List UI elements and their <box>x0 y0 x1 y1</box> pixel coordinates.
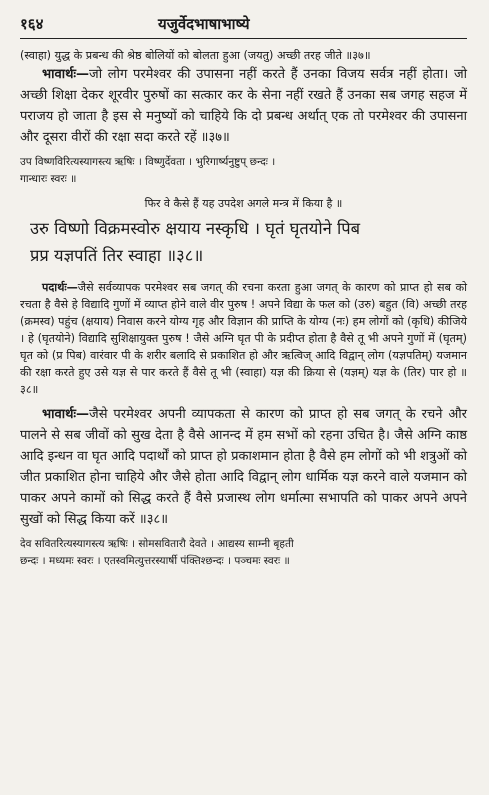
bhavartha-text-2: जैसे परमेश्वर अपनी व्यापकता से कारण को प्राप्त हो सब जगत् के रचने और पालने से सब जीवों को सुख देता है वैसे आनन्द में हम सभों को रहना उचित है। जैसे अग्नि काष्ठ आदि इन्धन वा घृत आदि पदार्थों को प्राप्त हो प्रकाशमान होता है वैसे हम लोगों को भी शत्रुओं को जीत प्रकाशित होना चाहिये और जैसे होता आदि विद्वान् लोग धार्मिक यज्ञ करने वाले यजमान को पाकर अपने कामों को सिद्ध करते हैं वैसे प्रजास्थ लोग धर्मात्मा सभापति को पाकर अपने अपने सुखों को सिद्ध किया करें ॥३८॥ <box>20 407 467 527</box>
bhavartha-text: जो लोग परमेश्वर की उपासना नहीं करते हैं उनका विजय सर्वत्र नहीं होता। जो अच्छी शिक्षा देकर शूरवीर पुरुषों का सत्कार कर के सेना नहीं रखते हैं उनका सब जगह सहज में पराजय हो जाता है इस से मनुष्यों को चाहिये कि दो प्रबन्ध अर्थात् एक तो परमेश्वर की उपासना और दूसरा वीरों की रक्षा सदा करते रहें ॥३७॥ <box>20 67 467 145</box>
mantra-line-2: प्रप्र यज्ञपतिं तिर स्वाहा ॥३८॥ <box>30 246 204 265</box>
rishi-devata-line <box>20 154 467 188</box>
meta-line-1: उप विष्णविरित्यस्यागस्त्य ऋषिः । विष्णुर्देवता । भुरिगार्ष्यनुष्टुप् छन्दः । <box>20 156 276 168</box>
bhavartha-37 <box>20 64 467 148</box>
bhavartha-label: भावार्थः— <box>42 67 90 82</box>
meta-line-2: गान्धारः स्वरः ॥ <box>20 173 77 185</box>
mantra-intro: फिर वे कैसे हैं यह उपदेश अगले मन्त्र में किया है ॥ <box>144 197 343 210</box>
continuation-text: (स्वाहा) युद्ध के प्रबन्ध की श्रेष्ठ बोलियों को बोलता हुआ (जयतु) अच्छी तरह जीते ॥३७॥ <box>20 49 371 62</box>
bhavartha-label-2: भावार्थः— <box>42 407 90 422</box>
meta2-line-2: छन्दः । मध्यमः स्वरः । एतस्वमित्युत्तरस्यार्षी पंक्तिश्छन्दः । पञ्चमः स्वरः ॥ <box>20 555 290 567</box>
padartha-label: पदार्थः— <box>42 281 78 294</box>
running-title: यजुर्वेदभाषाभाष्ये <box>158 15 250 33</box>
page-number: १६४ <box>20 15 44 33</box>
page-header <box>20 0 467 34</box>
rishi-devata-line-2 <box>20 536 467 570</box>
header-rule <box>20 38 467 39</box>
mantra-line-1: उरु विष्णो विक्रमस्वोरु क्षयाय नस्कृधि । घृतं घृतयोने पिब <box>30 219 361 238</box>
mantra-38 <box>20 215 467 269</box>
meta2-line-1: देव सवितरित्यस्यागस्त्य ऋषिः । सोमसवितारौ देवते । आद्यस्य साम्नी बृहती <box>20 538 294 550</box>
bhavartha-38 <box>20 404 467 530</box>
padartha-text: जैसे सर्वव्यापक परमेश्वर सब जगत् की रचना करता हुआ जगत् के कारण को प्राप्त हो सब को रचता है वैसे हे विद्यादि गुणों में व्याप्त होने वाले वीर पुरुष ! अपने विद्या के फल को (उरु) बहुत (वि) अच्छी तरह (क्रमस्व) पहुंच (क्षयाय) निवास करने योग्य गृह और विज्ञान की प्राप्ति के योग्य (नः) हम लोगों को (कृधि) कीजिये । हे (घृतयोने) विद्यादि सुशिक्षायुक्त पुरुष ! जैसे अग्नि घृत पी के प्रदीप्त होता है वैसे तू भी अपने गुणों में (घृतम्) घृत को (प्र पिब) वारंवार पी के शरीर बलादि से प्रकाशित हो और ऋत्विज् आदि विद्वान् लोग (यज्ञपतिम्) यजमान की रक्षा करते हुए उसे यज्ञ से पार करते हैं वैसे तू भी (स्वाहा) यज्ञ की क्रिया से (यज्ञम्) यज्ञ के (तिर) पार हो ॥३८॥ <box>20 281 467 396</box>
paragraph-continuation <box>20 47 467 64</box>
padartha-38 <box>20 279 467 398</box>
